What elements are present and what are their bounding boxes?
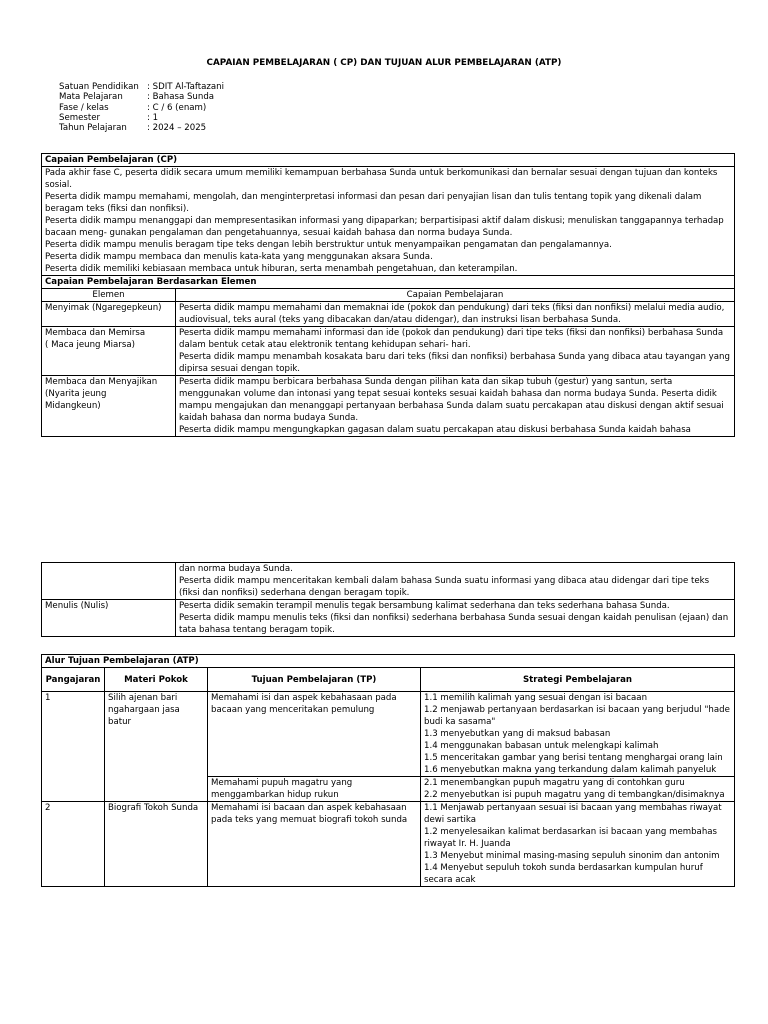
table-row — [42, 802, 735, 887]
capaian-paragraph: Peserta didik semakin terampil menulis tegak bersambung kalimat sederhana dan teks sederhana bahasa Sunda. — [179, 601, 670, 611]
strategi-item: 1.6 menyebutkan makna yang terkandung dalam kalimah panyeluk — [424, 765, 717, 775]
capaian-paragraph: Peserta didik mampu mengungkapkan gagasan dalam suatu percakapan atau diskusi berbahasa Sunda kaidah bahasa — [179, 425, 691, 435]
identity-row — [59, 123, 224, 133]
strategi-cell — [421, 777, 735, 802]
column-header-tp: Tujuan Pembelajaran (TP) — [208, 668, 421, 692]
elemen-line: Membaca dan Menyajikan — [45, 377, 158, 387]
strategi-item: 1.3 Menyebut minimal masing-masing sepuluh sinonim dan antonim — [424, 851, 720, 861]
table-row — [42, 692, 735, 777]
strategi-item: 2.2 menyebutkan isi pupuh magatru yang di tembangkan/disimaknya — [424, 790, 725, 800]
elemen-cell — [42, 600, 176, 637]
table-row — [42, 327, 735, 376]
cp-paragraph: Peserta didik memiliki kebiasaan membaca untuk hiburan, serta menambah pengetahuan, dan keterampilan. — [45, 264, 518, 274]
cp-heading-row — [42, 154, 735, 167]
strategi-item: 1.4 Menyebut sepuluh tokoh sunda berdasarkan kumpulan huruf secara acak — [424, 863, 703, 885]
column-header-strategi: Strategi Pembelajaran — [421, 668, 735, 692]
cp-table — [41, 153, 735, 437]
identity-value: : Bahasa Sunda — [147, 92, 215, 103]
cp-paragraph: Peserta didik mampu membaca dan menulis kata-kata yang menggunakan aksara Sunda. — [45, 252, 433, 262]
capaian-cell — [176, 563, 735, 600]
capaian-cell — [176, 600, 735, 637]
identity-label: Fase / kelas — [59, 102, 109, 113]
atp-heading: Alur Tujuan Pembelajaran (ATP) — [42, 655, 735, 668]
elemen-cell — [42, 327, 176, 376]
identity-label: Semester — [59, 112, 101, 123]
identity-label: Mata Pelajaran — [59, 92, 123, 103]
column-header-elemen: Elemen — [42, 289, 176, 302]
tp-cell: Memahami isi dan aspek kebahasaan pada bacaan yang menceritakan pemulung — [208, 692, 421, 777]
cp-paragraph: Peserta didik mampu menulis beragam tipe teks dengan lebih berstruktur untuk menyampaikan pengamatan dan pengalamannya. — [45, 240, 612, 250]
pangajaran-cell: 2 — [42, 802, 105, 887]
strategi-cell — [421, 802, 735, 887]
cp-elemen-heading: Capaian Pembelajaran Berdasarkan Elemen — [42, 276, 735, 289]
cp-general-text — [42, 167, 735, 276]
materi-cell: Biografi Tokoh Sunda — [105, 802, 208, 887]
table-row — [42, 600, 735, 637]
elemen-cell — [42, 302, 176, 327]
atp-column-row — [42, 668, 735, 692]
strategi-item: 1.2 menyelesaikan kalimat berdasarkan isi bacaan yang membahas riwayat Ir. H. Juanda — [424, 827, 718, 849]
strategi-item: 1.4 menggunakan babasan untuk melengkapi kalimah — [424, 741, 659, 751]
elemen-line: (Nyarita jeung — [45, 389, 107, 399]
identity-value: : 1 — [147, 112, 159, 123]
capaian-paragraph: Peserta didik mampu menulis teks (fiksi dan nonfiksi) sederhana berbahasa Sunda sesuai dengan kaidah penulisan (ejaan) dan tata bahasa tentang beragam topik. — [179, 613, 729, 635]
cp-paragraph: Peserta didik mampu memahami, mengolah, dan menginterpretasi informasi dan pesan dari penyajian lisan dan tulis tentang topik yang dikenali dalam beragam teks (fiksi dan nonfiksi). — [45, 192, 702, 214]
identity-value: : 2024 – 2025 — [147, 123, 207, 134]
elemen-line: Menulis (Nulis) — [45, 601, 109, 611]
table-row — [42, 563, 735, 600]
cp-table-continued — [41, 562, 735, 637]
table-row — [42, 302, 735, 327]
cp-elemen-heading-row — [42, 276, 735, 289]
elemen-line: Menyimak (Ngaregepkeun) — [45, 303, 162, 313]
table-row — [42, 376, 735, 437]
elemen-line: ( Maca jeung Miarsa) — [45, 340, 135, 350]
strategi-item: 1.1 Menjawab pertanyaan sesuai isi bacaan yang membahas riwayat dewi sartika — [424, 803, 722, 825]
identity-row — [59, 103, 224, 113]
strategi-item: 1.1 memilih kalimah yang sesuai dengan isi bacaan — [424, 693, 648, 703]
column-header-materi: Materi Pokok — [105, 668, 208, 692]
elemen-line: Midangkeun) — [45, 401, 101, 411]
cp-paragraph: Peserta didik mampu menanggapi dan mempresentasikan informasi yang dipaparkan; berpartisipasi aktif dalam diskusi; menuliskan tanggapannya terhadap bacaan meng- gunakan pengalaman dan pengetahuannya, sesuai kaidah bahasa dan norma budaya Sunda. — [45, 216, 724, 238]
materi-cell: Silih ajenan bari ngahargaan jasa batur — [105, 692, 208, 802]
identity-label: Tahun Pelajaran — [59, 123, 127, 134]
cp-elemen-column-row — [42, 289, 735, 302]
identity-row — [59, 82, 224, 92]
cp-general-row — [42, 167, 735, 276]
strategi-item: 1.5 menceritakan gambar yang berisi tentang menghargai orang lain — [424, 753, 723, 763]
column-header-pangajaran: Pangajaran — [42, 668, 105, 692]
capaian-paragraph: Peserta didik mampu menceritakan kembali dalam bahasa Sunda suatu informasi yang dibaca atau didengar dari tipe teks (fiksi dan nonfiksi) sederhana dengan beragam topik. — [179, 576, 710, 598]
elemen-cell — [42, 563, 176, 600]
document-title: CAPAIAN PEMBELAJARAN ( CP) DAN TUJUAN ALUR PEMBELAJARAN (ATP) — [206, 58, 562, 68]
cp-paragraph: Pada akhir fase C, peserta didik secara umum memiliki kemampuan berbahasa Sunda untuk berkomunikasi dan bernalar sesuai dengan tujuan dan konteks sosial. — [45, 168, 718, 190]
strategi-cell — [421, 692, 735, 777]
capaian-paragraph: dan norma budaya Sunda. — [179, 564, 293, 574]
capaian-cell — [176, 376, 735, 437]
identity-value: : C / 6 (enam) — [147, 102, 207, 113]
strategi-item: 2.1 menembangkan pupuh magatru yang di contohkan guru — [424, 778, 685, 788]
capaian-cell — [176, 302, 735, 327]
capaian-paragraph: Peserta didik mampu memahami dan memaknai ide (pokok dan pendukung) dari teks (fiksi dan nonfiksi) melalui media audio, audiovisual, teks aural (teks yang dibacakan dan/atau didengar), dan instruksi lisan berbahasa Sunda. — [179, 303, 725, 325]
atp-table — [41, 654, 735, 887]
capaian-paragraph: Peserta didik mampu memahami informasi dan ide (pokok dan pendukung) dari tipe teks (fiksi dan nonfiksi) berbahasa Sunda dalam bentuk cetak atau elektronik tentang kehidupan sehari- hari. — [179, 328, 724, 350]
strategi-item: 1.2 menjawab pertanyaan berdasarkan isi bacaan yang berjudul "hade budi ka sasama" — [424, 705, 730, 727]
identity-block — [59, 82, 224, 133]
capaian-paragraph: Peserta didik mampu berbicara berbahasa Sunda dengan pilihan kata dan sikap tubuh (gestur) yang santun, serta menggunakan volume dan intonasi yang tepat sesuai konteks sesuai kaidah bahasa dan norma budaya Sunda. Peserta didik mampu mengajukan dan menanggapi pertanyaan berbahasa Sunda dalam suatu percakapan atau diskusi dengan aktif sesuai kaidah bahasa dan norma budaya Sunda. — [179, 377, 724, 423]
identity-row — [59, 92, 224, 102]
cp-heading: Capaian Pembelajaran (CP) — [42, 154, 735, 167]
column-header-capaian: Capaian Pembelajaran — [176, 289, 735, 302]
tp-cell: Memahami isi bacaan dan aspek kebahasaan pada teks yang memuat biografi tokoh sunda — [208, 802, 421, 887]
identity-label: Satuan Pendidikan — [59, 82, 139, 92]
elemen-line: Membaca dan Memirsa — [45, 328, 146, 338]
pangajaran-cell: 1 — [42, 692, 105, 802]
tp-cell: Memahami pupuh magatru yang menggambarkan hidup rukun — [208, 777, 421, 802]
elemen-cell — [42, 376, 176, 437]
identity-value: : SDIT Al-Taftazani — [147, 82, 225, 92]
identity-row — [59, 113, 224, 123]
atp-heading-row — [42, 655, 735, 668]
capaian-paragraph: Peserta didik mampu menambah kosakata baru dari teks (fiksi dan nonfiksi) berbahasa Sunda yang dibaca atau tayangan yang dipirsa sesuai dengan topik. — [179, 352, 730, 374]
capaian-cell — [176, 327, 735, 376]
strategi-item: 1.3 menyebutkan yang di maksud babasan — [424, 729, 611, 739]
